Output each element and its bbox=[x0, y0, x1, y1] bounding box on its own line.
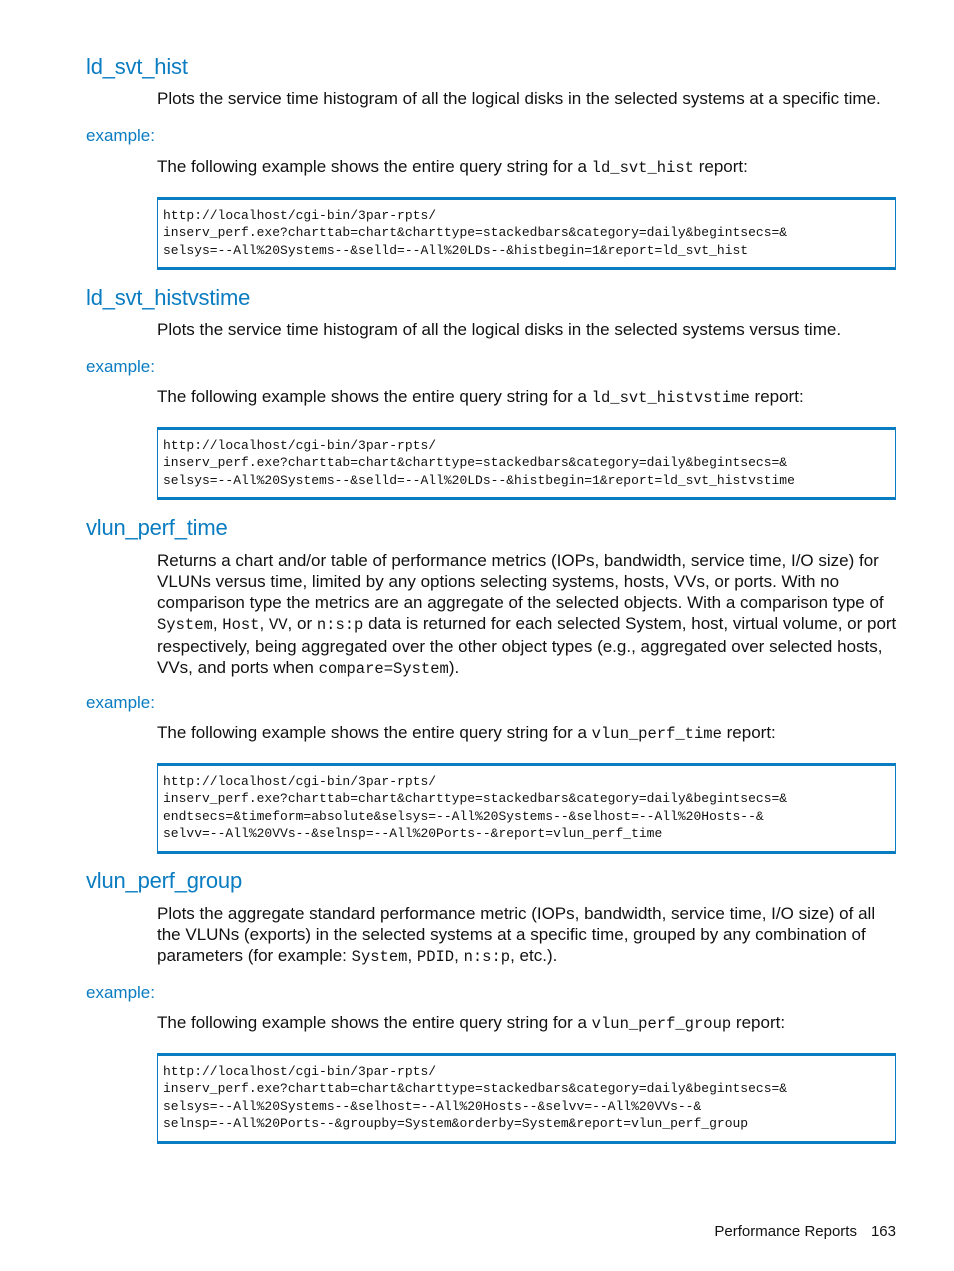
code-line: http://localhost/cgi-bin/3par-rpts/ bbox=[163, 208, 437, 223]
example-intro-text: The following example shows the entire query string for a bbox=[157, 1013, 592, 1032]
description-text: , bbox=[259, 614, 269, 633]
section-title-vlun-perf-group: vlun_perf_group bbox=[86, 868, 243, 893]
section-title-ld-svt-hist: ld_svt_hist bbox=[86, 54, 188, 79]
example-intro-text: The following example shows the entire query string for a bbox=[157, 723, 592, 742]
inline-code: Host bbox=[222, 616, 260, 634]
code-block bbox=[157, 197, 896, 270]
description-text: , bbox=[407, 946, 417, 965]
code-line: endtsecs=&timeform=absolute&selsys=--All%20Systems--&selhost=--All%20Hosts--& bbox=[163, 808, 764, 824]
example-intro-suffix: report: bbox=[731, 1013, 786, 1032]
description-text: , or bbox=[287, 614, 317, 633]
code-line: inserv_perf.exe?charttab=chart&charttype=stackedbars&category=daily&begintsecs=& bbox=[163, 455, 788, 471]
example-intro-suffix: report: bbox=[749, 387, 804, 406]
inline-code: n:s:p bbox=[316, 616, 364, 634]
page-number: 163 bbox=[870, 1223, 896, 1240]
description-text: , etc.). bbox=[510, 946, 558, 965]
section-description: Plots the service time histogram of all the logical disks in the selected systems at a specific time. bbox=[157, 89, 881, 108]
code-line: inserv_perf.exe?charttab=chart&charttype=stackedbars&category=daily&begintsecs=& bbox=[163, 1081, 788, 1097]
code-block bbox=[157, 427, 896, 500]
inline-code: PDID bbox=[416, 948, 455, 966]
page-footer bbox=[714, 1223, 896, 1240]
example-intro bbox=[157, 722, 902, 745]
inline-code: compare=System bbox=[318, 660, 449, 678]
code-line: http://localhost/cgi-bin/3par-rpts/ bbox=[163, 438, 437, 453]
description-text: Plots the aggregate standard performance metric (IOPs, bandwidth, service time, I/O size) of all the VLUNs (exports) in the selected systems at a specific time, grouped by any combination of parameters (for example: bbox=[157, 904, 876, 965]
code-line: selnsp=--All%20Ports--&groupby=System&orderby=System&report=vlun_perf_group bbox=[163, 1116, 749, 1132]
footer-section-name: Performance Reports bbox=[714, 1223, 857, 1240]
example-intro-suffix: report: bbox=[721, 723, 776, 742]
code-line: http://localhost/cgi-bin/3par-rpts/ bbox=[163, 1064, 437, 1079]
section-title-ld-svt-histvstime: ld_svt_histvstime bbox=[86, 285, 251, 310]
report-name: ld_svt_hist bbox=[591, 159, 694, 177]
section-description bbox=[157, 550, 902, 680]
description-text: , bbox=[454, 946, 464, 965]
example-intro-text: The following example shows the entire query string for a bbox=[157, 387, 592, 406]
code-line: http://localhost/cgi-bin/3par-rpts/ bbox=[163, 774, 437, 789]
section-description bbox=[157, 903, 902, 968]
description-text: , bbox=[212, 614, 223, 633]
report-name: vlun_perf_group bbox=[591, 1015, 732, 1033]
example-label: example: bbox=[86, 693, 155, 712]
example-intro bbox=[157, 386, 902, 409]
inline-code: VV bbox=[268, 616, 288, 634]
example-intro-suffix: report: bbox=[694, 157, 748, 176]
code-line: selsys=--All%20Systems--&selld=--All%20LDs--&histbegin=1&report=ld_svt_hist bbox=[163, 242, 749, 258]
report-name: ld_svt_histvstime bbox=[591, 389, 750, 407]
inline-code: System bbox=[351, 948, 408, 966]
example-intro bbox=[157, 1012, 902, 1035]
code-line: selsys=--All%20Systems--&selhost=--All%20Hosts--&selvv=--All%20VVs--& bbox=[163, 1098, 702, 1114]
code-line: selsys=--All%20Systems--&selld=--All%20LDs--&histbegin=1&report=ld_svt_histvstime bbox=[163, 472, 795, 488]
report-name: vlun_perf_time bbox=[591, 725, 722, 743]
code-line: selvv=--All%20VVs--&selnsp=--All%20Ports--&report=vlun_perf_time bbox=[163, 826, 663, 842]
code-line: inserv_perf.exe?charttab=chart&charttype=stackedbars&category=daily&begintsecs=& bbox=[163, 225, 788, 241]
inline-code: System bbox=[157, 616, 213, 634]
example-label: example: bbox=[86, 126, 155, 145]
description-text: Returns a chart and/or table of performance metrics (IOPs, bandwidth, service time, I/O size) for VLUNs versus time, limited by any options selecting systems, hosts, VVs, or ports. With no comparison type the metrics are an aggregate of the selected objects. With a comparison type of bbox=[157, 551, 884, 612]
code-block bbox=[157, 1053, 896, 1144]
example-label: example: bbox=[86, 983, 155, 1002]
code-block bbox=[157, 763, 896, 854]
code-line: inserv_perf.exe?charttab=chart&charttype=stackedbars&category=daily&begintsecs=& bbox=[163, 791, 788, 807]
description-text: ). bbox=[448, 658, 460, 677]
section-title-vlun-perf-time: vlun_perf_time bbox=[86, 515, 228, 540]
inline-code: n:s:p bbox=[463, 948, 511, 966]
example-intro-text: The following example shows the entire query string for a bbox=[157, 157, 592, 176]
example-intro bbox=[157, 156, 902, 179]
example-label: example: bbox=[86, 357, 155, 376]
description-text: data is returned for each selected System, host, virtual volume, or port respectively, being aggregated over the other object types (e.g., aggregated over selected hosts, VVs, and ports when bbox=[157, 614, 897, 677]
section-description: Plots the service time histogram of all the logical disks in the selected systems versus time. bbox=[157, 320, 842, 339]
